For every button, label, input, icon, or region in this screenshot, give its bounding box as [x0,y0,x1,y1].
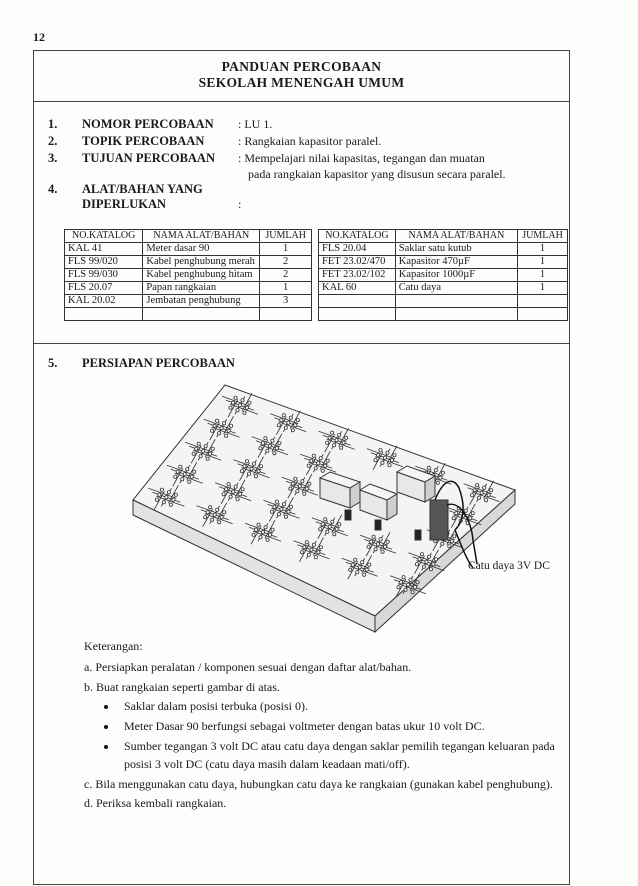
cell-qty [518,308,568,321]
item-4-value: : [238,197,242,211]
cell-name: Kapasitor 470µF [395,256,517,269]
bullet-icon [104,745,108,749]
table-row [65,243,312,256]
table-row [319,256,568,269]
cell-qty: 3 [260,295,312,308]
cell-qty: 1 [518,243,568,256]
cell-qty: 2 [260,269,312,282]
section-5-number: 5. [48,356,58,370]
col-header-name: NAMA ALAT/BAHAN [395,230,517,243]
bullet-icon [104,705,108,709]
note-b: b. Buat rangkaian seperti gambar di atas. [84,680,280,694]
table-row [65,308,312,321]
page-number: 12 [33,30,45,44]
bullet-3: Sumber tegangan 3 volt DC atau catu daya dengan saklar pemilih tegangan keluaran pada [124,739,555,753]
cell-qty: 2 [260,256,312,269]
cell-name: Jembatan penghubung [143,295,260,308]
section-divider [33,343,570,344]
cell-name: Kapasitor 1000µF [395,269,517,282]
cell-qty: 1 [518,269,568,282]
item-3-number: 3. [48,151,58,165]
table-row [319,269,568,282]
item-4-number: 4. [48,182,58,196]
equipment-table-right [318,229,568,321]
note-d: d. Periksa kembali rangkaian. [84,796,227,810]
col-header-qty: JUMLAH [260,230,312,243]
item-3-value-cont: pada rangkaian kapasitor yang disusun secara paralel. [248,167,506,181]
cell-name: Meter dasar 90 [143,243,260,256]
bullet-icon [104,725,108,729]
power-supply-label: Catu daya 3V DC [468,560,550,572]
bullet-3-cont: posisi 3 volt DC (catu daya masih dalam keadaan mati/off). [124,757,410,771]
worksheet-header [33,50,570,102]
cell-name: Saklar satu kutub [395,243,517,256]
cell-qty: 1 [260,243,312,256]
table-row [319,308,568,321]
col-header-catalog: NO.KATALOG [319,230,396,243]
cell-qty: 1 [518,256,568,269]
cell-catalog: FET 23.02/470 [319,256,396,269]
col-header-catalog: NO.KATALOG [65,230,143,243]
table-row [319,295,568,308]
item-2-number: 2. [48,134,58,148]
header-title: PANDUAN PERCOBAAN [221,59,382,74]
note-c: c. Bila menggunakan catu daya, hubungkan catu daya ke rangkaian (gunakan kabel penghubung). [84,777,553,791]
cell-name: Kabel penghubung hitam [143,269,260,282]
table-row [65,295,312,308]
cell-catalog: FLS 20.07 [65,282,143,295]
cell-name [143,308,260,321]
cell-catalog: FLS 99/030 [65,269,143,282]
equipment-table-left [64,229,312,321]
col-header-qty: JUMLAH [518,230,568,243]
header-subtitle: SEKOLAH MENENGAH UMUM [198,75,405,90]
cell-name: Kabel penghubung merah [143,256,260,269]
item-1-label: NOMOR PERCOBAAN [82,117,214,131]
item-2-value: : Rangkaian kapasitor paralel. [238,134,382,148]
cell-catalog: KAL 20.02 [65,295,143,308]
table-header-row [65,230,312,243]
note-a: a. Persiapkan peralatan / komponen sesuai dengan daftar alat/bahan. [84,660,412,674]
item-4-label-cont: DIPERLUKAN [82,197,167,211]
cell-catalog [319,308,396,321]
table-row [65,269,312,282]
cell-qty [260,308,312,321]
item-4-label: ALAT/BAHAN YANG [82,182,203,196]
circuit-board-illustration [125,380,525,642]
section-5-label: PERSIAPAN PERCOBAAN [82,356,235,370]
cell-catalog: KAL 60 [319,282,396,295]
table-row [319,282,568,295]
cell-catalog: FLS 20.04 [319,243,396,256]
cell-catalog: KAL 41 [65,243,143,256]
table-header-row [319,230,568,243]
cell-qty: 1 [260,282,312,295]
cell-qty [518,295,568,308]
table-row [319,243,568,256]
col-header-name: NAMA ALAT/BAHAN [143,230,260,243]
item-2-label: TOPIK PERCOBAAN [82,134,205,148]
cell-name: Papan rangkaian [143,282,260,295]
item-3-label: TUJUAN PERCOBAAN [82,151,215,165]
cell-catalog: FET 23.02/102 [319,269,396,282]
bullet-1: Saklar dalam posisi terbuka (posisi 0). [124,699,308,713]
item-3-value: : Mempelajari nilai kapasitas, tegangan dan muatan [238,151,485,165]
cell-catalog [65,308,143,321]
cell-name [395,295,517,308]
item-1-value: : LU 1. [238,117,273,131]
cell-catalog: FLS 99/020 [65,256,143,269]
table-row [65,256,312,269]
item-1-number: 1. [48,117,58,131]
table-row [65,282,312,295]
cell-qty: 1 [518,282,568,295]
cell-catalog [319,295,396,308]
notes-title: Keterangan: [84,639,143,653]
cell-name [395,308,517,321]
cell-name: Catu daya [395,282,517,295]
bullet-2: Meter Dasar 90 berfungsi sebagai voltmeter dengan batas ukur 10 volt DC. [124,719,485,733]
